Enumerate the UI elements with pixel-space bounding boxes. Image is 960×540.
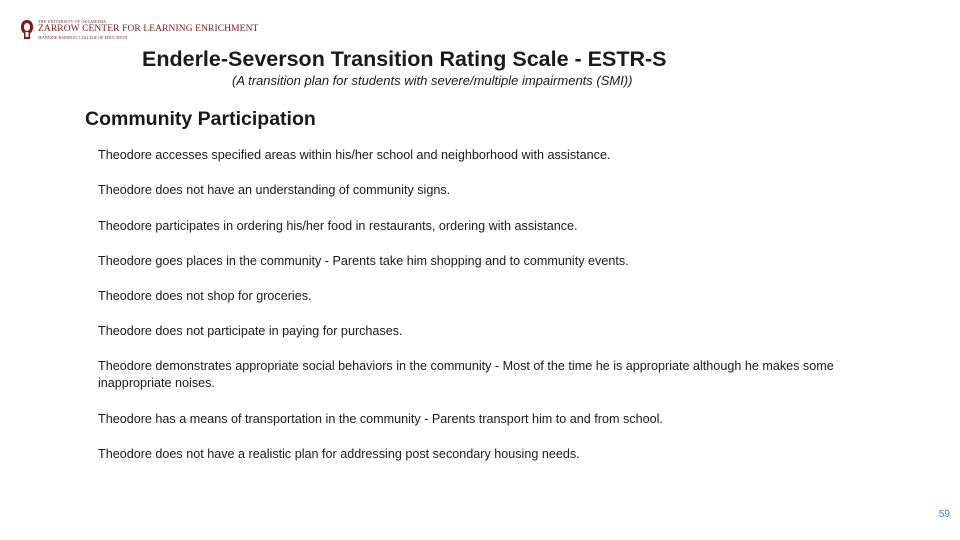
university-logo [20,18,259,42]
list-item: Theodore does not participate in paying for purchases. [98,324,403,338]
list-item: Theodore does not have an understanding of community signs. [98,183,451,197]
list-item: Theodore does not have a realistic plan for addressing post secondary housing needs. [98,447,580,461]
ou-monogram-icon [20,19,34,41]
logo-text [38,20,258,40]
list-item: Theodore accesses specified areas within his/her school and neighborhood with assistance. [98,148,611,162]
list-item: Theodore has a means of transportation in the community - Parents transport him to and from school. [98,412,663,426]
logo-center-name: ZARROW CENTER FOR LEARNING ENRICHMENT [38,24,259,35]
logo-university-name: THE UNIVERSITY OF OKLAHOMA [38,19,107,25]
list-item: Theodore goes places in the community - Parents take him shopping and to community events. [98,254,629,268]
section-heading: Community Participation [85,108,316,130]
list-item: Theodore participates in ordering his/her food in restaurants, ordering with assistance. [98,219,578,233]
page-title: Enderle-Severson Transition Rating Scale - ESTR-S [142,47,667,71]
list-item: Theodore demonstrates appropriate social behaviors in the community - Most of the time he is appropriate although he makes some inappropriate noises. [98,359,834,390]
page-number: 59 [938,509,950,520]
logo-college-name: JEANNINE RAINBOLT COLLEGE OF EDUCATION [38,34,128,40]
page-subtitle: (A transition plan for students with severe/multiple impairments (SMI)) [232,73,633,88]
list-item: Theodore does not shop for groceries. [98,289,312,303]
